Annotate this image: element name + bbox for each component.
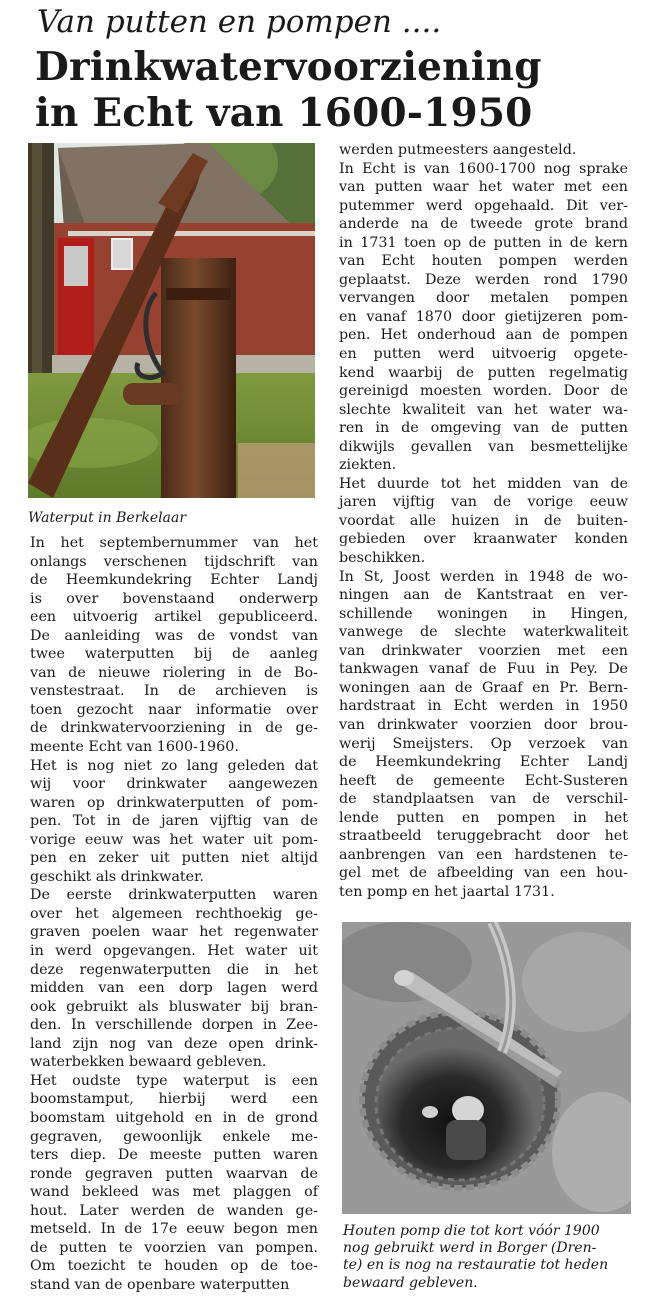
left-column-line: Om toezicht te houden op de toe- [30,1258,318,1275]
right-column-line: van putten waar het water met een [339,179,628,196]
right-column-line: ningen aan de Kantstraat en ver- [339,587,628,604]
left-column-line: de Heemkundekring Echter Landj [30,572,318,589]
article-column-right [339,141,628,901]
left-column-line: wand bekleed was met plaggen of [30,1184,318,1201]
right-column-line: heeft de gemeente Echt-Susteren [339,772,628,789]
right-column-line: aanbrengen van een hardstenen te- [339,846,628,863]
right-column-line: van drinkwater voorzien door brou- [339,716,628,733]
right-column-line: tankwagen vanaf de Fuu in Pey. De [339,661,628,678]
photo2-caption-line: bewaard gebleven. [343,1274,478,1291]
left-column-line: pen en zeker uit putten niet altijd [30,850,318,867]
left-column-line: ook gebruikt als bluswater bij bran- [30,998,318,1015]
article-column-left [30,534,318,1294]
right-column-line: beschikken. [339,550,426,567]
right-column-line: vanwege de slechte waterkwaliteit [339,624,628,641]
right-column-line: jaren vijftig van de vorige eeuw [339,494,628,511]
left-column-line: boomstam uitgehold en in de grond [30,1109,318,1126]
right-column-line: dikwijls gevallen van besmettelijke [339,438,628,455]
right-column-line: woningen aan de Graaf en Pr. Bern- [339,679,628,696]
right-column-line: ziekten. [339,457,397,474]
right-column-line: de Heemkundekring Echter Landj [339,754,628,771]
right-column-line: straatbeeld teruggebracht door het [339,828,628,845]
left-column-line: waterbekken bewaard gebleven. [30,1054,267,1071]
right-column-line: pen. Het onderhoud aan de pompen [339,327,628,344]
left-column-line: Het oudste type waterput is een [30,1072,318,1089]
left-column-line: den. In verschillende dorpen in Zee- [30,1017,318,1034]
right-column-line: van drinkwater voorzien met een [339,642,628,659]
right-column-line: ten pomp en het jaartal 1731. [339,883,555,900]
photo-wooden-pump-borger [342,922,631,1214]
left-column-line: land zijn nog van deze open drink- [30,1035,318,1052]
photo1-caption: Waterput in Berkelaar [28,510,187,526]
right-column-line: en putten werd uitvoerig opgete- [339,346,628,363]
left-column-line: in werd opgevangen. Het water uit [30,943,318,960]
left-column-line: gegraven, gewoonlijk enkele me- [30,1128,318,1145]
left-column-line: hout. Later werden de wanden ge- [30,1202,318,1219]
article-kicker: Van putten en pompen .... [37,4,442,40]
article-headline [35,44,645,136]
left-column-line: boomstamput, hierbij werd een [30,1091,318,1108]
left-column-line: is over bovenstaand onderwerp [30,590,318,607]
left-column-line: wij voor drinkwater aangewezen [30,776,318,793]
right-column-line: gereinigd moesten worden. Door de [339,383,628,400]
left-column-line: toen gezocht naar informatie over [30,701,318,718]
left-column-line: metseld. In de 17e eeuw begon men [30,1221,318,1238]
left-column-line: de drinkwatervoorziening in de ge- [30,720,318,737]
right-column-line: ren in de omgeving van de putten [339,420,628,437]
right-column-line: kend waarbij de putten regelmatig [339,364,628,381]
left-column-line: waren op drinkwaterputten of pom- [30,794,318,811]
photo-water-pump-berkelaar [28,143,315,498]
left-column-line: stand van de openbare waterputten [30,1276,290,1293]
left-column-line: De aanleiding was de vondst van [30,627,318,644]
left-column-line: geschikt als drinkwater. [30,868,204,885]
right-column-line: geplaatst. Deze werden rond 1790 [339,271,628,288]
left-column-line: De eerste drinkwaterputten waren [30,887,318,904]
left-column-line: Het is nog niet zo lang geleden dat [30,757,318,774]
left-column-line: twee waterputten bij de aanleg [30,646,318,663]
left-column-line: pen. Tot in de jaren vijftig van de [30,813,318,830]
photo2-caption [343,1223,638,1292]
right-column-line: anderde na de tweede grote brand [339,216,628,233]
photo2-caption-line: nog gebruikt werd in Borger (Dren- [343,1240,597,1257]
right-column-line: werden putmeesters aangesteld. [339,142,577,158]
right-column-line: Het duurde tot het midden van de [339,475,628,492]
right-column-line: en vanaf 1870 door gietijzeren pom- [339,308,628,325]
photo2-caption-line: te) en is nog na restauratie tot heden [343,1257,609,1274]
photo2-caption-line: Houten pomp die tot kort vóór 1900 [343,1223,600,1239]
headline-line-1: Drinkwatervoorziening [35,44,542,90]
right-column-line: vervangen door metalen pompen [339,290,628,307]
right-column-line: schillende woningen in Hingen, [339,605,628,622]
left-column-line: venstestraat. In de archieven is [30,683,318,700]
right-column-line: gebieden over kraanwater konden [339,531,628,548]
left-column-line: onlangs verschenen tijdschrift van [30,553,318,570]
left-column-line: deze regenwaterputten die in het [30,961,318,978]
right-column-line: putemmer werd opgehaald. Dit ver- [339,197,628,214]
left-column-line: In het septembernummer van het [30,535,318,551]
left-column-line: een uitvoerig artikel gepubliceerd. [30,609,318,626]
right-column-line: de standplaatsen van de verschil- [339,791,628,808]
right-column-line: In St, Joost werden in 1948 de wo- [339,568,628,585]
right-column-line: voordat alle huizen in de buiten- [339,512,628,529]
left-column-line: meente Echt van 1600-1960. [30,739,239,756]
left-column-line: van de nieuwe riolering in de Bo- [30,664,318,681]
right-column-line: slechte kwaliteit van het water wa- [339,401,628,418]
headline-line-2: in Echt van 1600-1950 [35,90,533,136]
right-column-line: werij Smeijsters. Op verzoek van [339,735,628,752]
right-column-line: gel met de afbeelding van een hou- [339,865,628,882]
right-column-line: lende putten en pompen in het [339,809,628,826]
left-column-line: midden van een dorp lagen werd [30,980,318,997]
left-column-line: ters diep. De meeste putten waren [30,1147,318,1164]
right-column-line: in 1731 toen op de putten in de kern [339,234,628,251]
left-column-line: ronde gegraven putten waarvan de [30,1165,318,1182]
left-column-line: de putten te voorzien van pompen. [30,1239,318,1256]
left-column-line: vorige eeuw was het water uit pom- [30,831,318,848]
right-column-line: van Echt houten pompen werden [339,253,628,270]
left-column-line: graven poelen waar het regenwater [30,924,318,941]
right-column-line: hardstraat in Echt werden in 1950 [339,698,628,715]
left-column-line: over het algemeen rechthoekig ge- [30,905,318,922]
right-column-line: In Echt is van 1600-1700 nog sprake [339,160,628,177]
